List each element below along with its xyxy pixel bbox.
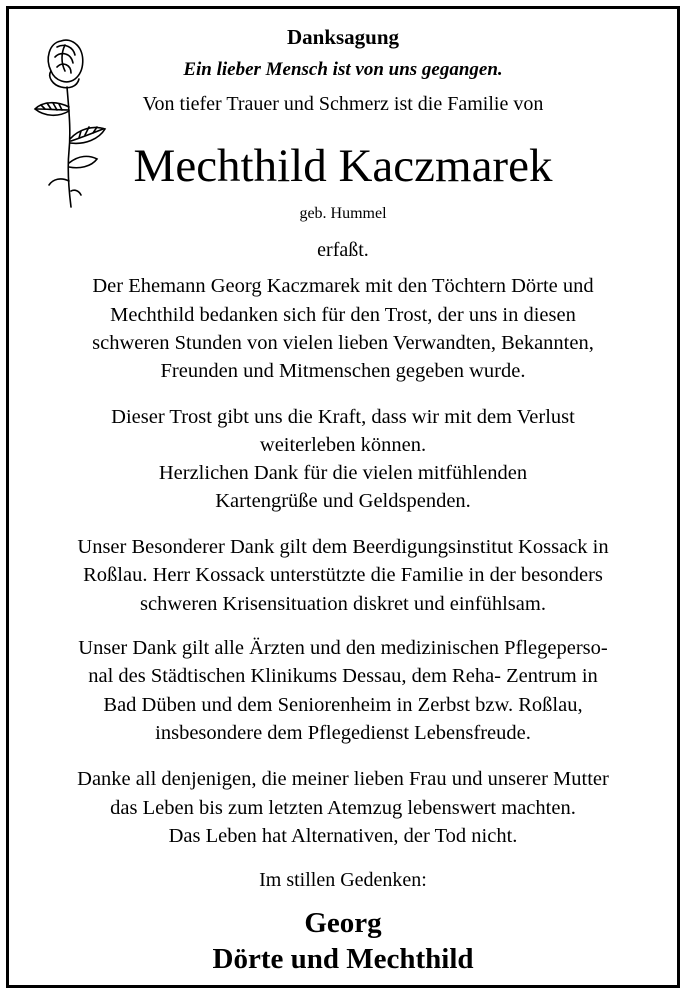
paragraph-line: Herzlichen Dank für die vielen mitfühlenden [158,462,528,484]
intro-text: Von tiefer Trauer und Schmerz ist die Familie von [142,93,544,115]
paragraph-line: Unser Dank gilt alle Ärzten und den medizinischen Pflegeperso- [78,637,608,659]
paragraph-line: Dieser Trost gibt uns die Kraft, dass wir mit dem Verlust [111,406,575,428]
signature-primary: Georg [304,907,382,939]
paragraph-line: insbesondere dem Pflegedienst Lebensfreude. [155,722,531,744]
paragraph-line: weiterleben können. [259,434,427,456]
paragraph-line: Mechthild bedanken sich für den Trost, der uns in diesen [110,304,576,326]
birth-name: geb. Hummel [299,205,387,222]
subheading: Ein lieber Mensch ist von uns gegangen. [183,59,503,80]
closing-text: Im stillen Gedenken: [259,869,427,891]
paragraph-line: Freunden und Mitmenschen gegeben wurde. [160,360,526,382]
paragraph-line: schweren Stunden von vielen lieben Verwandten, Bekannten, [92,332,594,354]
paragraph-line: Roßlau. Herr Kossack unterstützte die Familie in der besonders [83,564,603,586]
deceased-name: Mechthild Kaczmarek [133,140,553,192]
obituary-notice [6,6,680,988]
paragraph-line: Danke all denjenigen, die meiner lieben Frau und unserer Mutter [77,768,609,790]
heading: Danksagung [286,25,400,49]
paragraph-line: Unser Besonderer Dank gilt dem Beerdigungsinstitut Kossack in [77,536,609,558]
erfasst-text: erfaßt. [317,239,369,261]
paragraph-line: Das Leben hat Alternativen, der Tod nicht. [168,825,518,847]
paragraph-line: Der Ehemann Georg Kaczmarek mit den Töchtern Dörte und [92,275,594,297]
paragraph-line: Bad Düben und dem Seniorenheim in Zerbst bzw. Roßlau, [103,694,583,716]
signature-secondary: Dörte und Mechthild [212,943,474,975]
paragraph-line: das Leben bis zum letzten Atemzug lebenswert machten. [110,797,576,819]
paragraph-line: schweren Krisensituation diskret und einfühlsam. [140,593,546,615]
paragraph-line: Kartengrüße und Geldspenden. [215,490,471,512]
paragraph-line: nal des Städtischen Klinikums Dessau, dem Reha- Zentrum in [88,665,598,687]
